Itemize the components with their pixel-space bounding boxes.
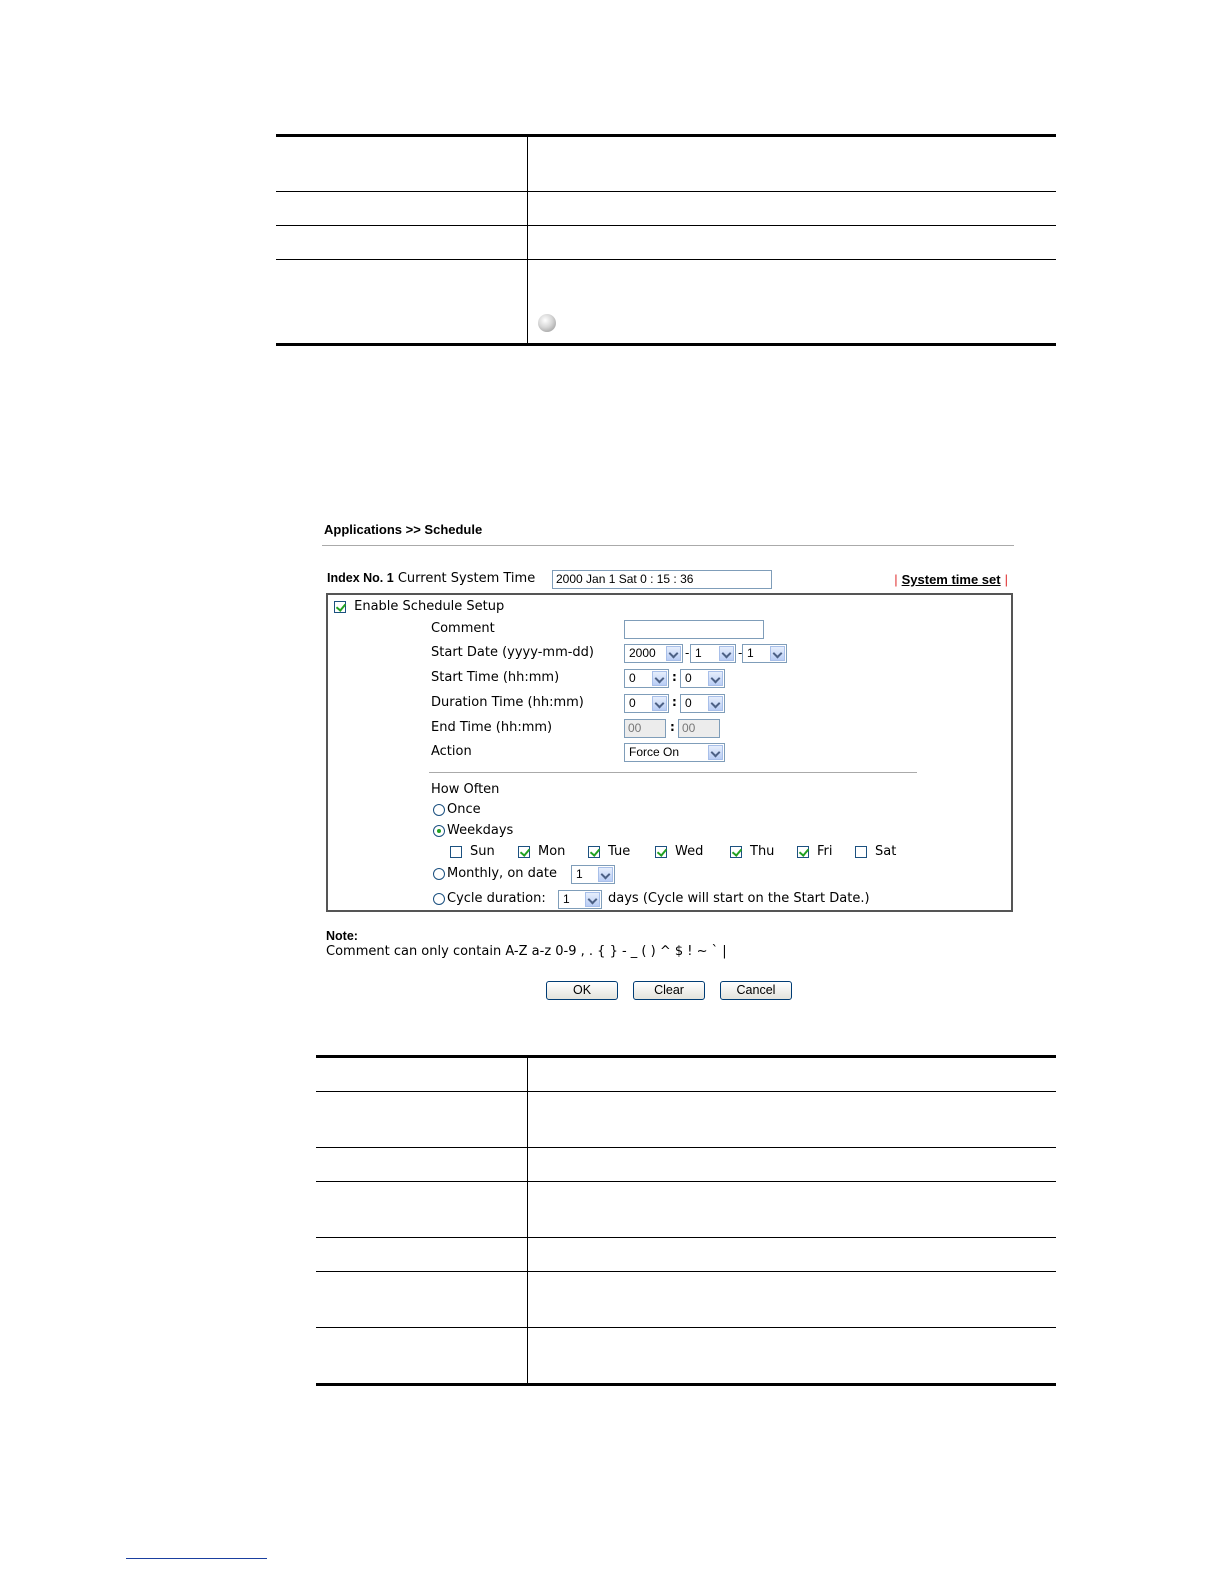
start-day-value: 1: [747, 646, 754, 660]
section-divider: [429, 772, 917, 773]
note-title: Note:: [326, 929, 358, 943]
monthly-date-value: 1: [576, 867, 583, 881]
monthly-date-select[interactable]: [571, 865, 615, 884]
table-bottom-border: [276, 343, 1056, 346]
day-label: Thu: [750, 844, 775, 859]
duration-hour-select[interactable]: [624, 694, 669, 713]
chevron-down-icon: [708, 745, 723, 760]
enable-schedule-checkbox[interactable]: [334, 601, 346, 613]
schedule-screenshot: [322, 518, 1016, 1008]
link-separator: |: [894, 572, 898, 587]
breadcrumb: Applications >> Schedule: [324, 522, 483, 537]
table-row-divider: [316, 1181, 1056, 1182]
bullet-icon: [538, 314, 556, 332]
footer-rule: [126, 1558, 267, 1559]
comment-input[interactable]: [624, 620, 764, 639]
cycle-label: Cycle duration:: [447, 891, 546, 906]
table-row-divider: [316, 1147, 1056, 1148]
cycle-duration-value: 1: [563, 892, 570, 906]
enable-schedule-label: Enable Schedule Setup: [354, 599, 505, 614]
monthly-option[interactable]: [433, 866, 557, 881]
ok-button[interactable]: OK: [546, 981, 618, 1000]
comment-label: Comment: [431, 621, 495, 636]
link-separator: |: [1004, 572, 1008, 587]
date-separator: -: [738, 646, 743, 660]
start-day-select[interactable]: [742, 644, 787, 663]
chevron-down-icon: [708, 671, 723, 686]
date-separator: -: [685, 646, 690, 660]
day-checkbox[interactable]: [797, 846, 809, 858]
day-label: Tue: [608, 844, 631, 859]
table-top-border: [316, 1055, 1056, 1058]
action-select[interactable]: [624, 743, 725, 762]
day-checkbox[interactable]: [518, 846, 530, 858]
end-time-label: End Time (hh:mm): [431, 720, 553, 735]
chevron-down-icon: [708, 696, 723, 711]
index-label: Index No. 1: [327, 571, 394, 585]
day-checkbox[interactable]: [655, 846, 667, 858]
day-tue[interactable]: [588, 844, 655, 859]
weekdays-radio[interactable]: [433, 825, 445, 837]
action-value: Force On: [629, 745, 680, 759]
how-often-label: How Often: [431, 782, 500, 797]
day-mon[interactable]: [518, 844, 588, 859]
system-time-set-link[interactable]: System time set: [901, 572, 1001, 587]
schedule-setup-box: [326, 593, 1013, 912]
day-checkbox[interactable]: [588, 846, 600, 858]
clear-button[interactable]: Clear: [633, 981, 705, 1000]
cycle-suffix: days (Cycle will start on the Start Date.): [608, 891, 870, 906]
table-row-divider: [316, 1327, 1056, 1328]
note-block: [326, 929, 727, 959]
table-row-divider: [276, 259, 1056, 260]
duration-hour-value: 0: [629, 696, 636, 710]
day-label: Mon: [538, 844, 566, 859]
end-hour-field: 00: [624, 719, 666, 738]
chevron-down-icon: [652, 671, 667, 686]
table-row-divider: [316, 1091, 1056, 1092]
weekdays-option[interactable]: [433, 823, 513, 838]
chevron-down-icon: [770, 646, 785, 661]
start-hour-value: 0: [629, 671, 636, 685]
chevron-down-icon: [652, 696, 667, 711]
day-label: Wed: [675, 844, 704, 859]
once-label: Once: [447, 802, 481, 817]
weekday-checkboxes: [450, 844, 915, 859]
system-time-link-wrap: [890, 572, 1012, 587]
breadcrumb-divider: [322, 545, 1014, 546]
time-separator: :: [672, 670, 677, 684]
monthly-radio[interactable]: [433, 868, 445, 880]
enable-row: [334, 599, 504, 614]
start-year-select[interactable]: [624, 644, 683, 663]
index-row: [327, 571, 535, 586]
duration-minute-value: 0: [685, 696, 692, 710]
current-time-label: Current System Time: [397, 571, 536, 586]
cancel-button[interactable]: Cancel: [720, 981, 792, 1000]
start-time-label: Start Time (hh:mm): [431, 670, 560, 685]
chevron-down-icon: [719, 646, 734, 661]
day-fri[interactable]: [797, 844, 855, 859]
table-column-divider: [527, 1055, 528, 1386]
day-checkbox[interactable]: [855, 846, 867, 858]
cycle-option[interactable]: [433, 891, 546, 906]
day-label: Sat: [875, 844, 897, 859]
cycle-radio[interactable]: [433, 893, 445, 905]
day-checkbox[interactable]: [730, 846, 742, 858]
weekdays-label: Weekdays: [447, 823, 514, 838]
day-wed[interactable]: [655, 844, 730, 859]
day-thu[interactable]: [730, 844, 797, 859]
table-row-divider: [316, 1237, 1056, 1238]
start-month-select[interactable]: [690, 644, 736, 663]
current-time-field[interactable]: 2000 Jan 1 Sat 0 : 15 : 36: [552, 570, 772, 589]
action-label: Action: [431, 744, 472, 759]
table-row-divider: [276, 191, 1056, 192]
day-checkbox[interactable]: [450, 846, 462, 858]
once-radio[interactable]: [433, 804, 445, 816]
start-minute-select[interactable]: [680, 669, 725, 688]
day-sun[interactable]: [450, 844, 518, 859]
start-hour-select[interactable]: [624, 669, 669, 688]
duration-time-label: Duration Time (hh:mm): [431, 695, 584, 710]
start-minute-value: 0: [685, 671, 692, 685]
duration-minute-select[interactable]: [680, 694, 725, 713]
chevron-down-icon: [585, 892, 600, 907]
start-month-value: 1: [695, 646, 702, 660]
bottom-table: [316, 1055, 1056, 1386]
chevron-down-icon: [666, 646, 681, 661]
start-year-value: 2000: [629, 646, 656, 660]
chevron-down-icon: [598, 867, 613, 882]
note-text: Comment can only contain A-Z a-z 0-9 , . { } - _ ( ) ^ $ ! ~ ` |: [326, 944, 727, 959]
table-row-divider: [316, 1271, 1056, 1272]
table-column-divider: [527, 134, 528, 346]
day-label: Fri: [817, 844, 833, 859]
cycle-duration-select[interactable]: [558, 890, 602, 909]
table-top-border: [276, 134, 1056, 137]
start-date-label: Start Date (yyyy-mm-dd): [431, 645, 594, 660]
day-label: Sun: [470, 844, 495, 859]
table-row-divider: [276, 225, 1056, 226]
end-minute-field: 00: [678, 719, 720, 738]
time-separator: :: [672, 695, 677, 709]
time-separator: :: [670, 720, 675, 734]
once-option[interactable]: [433, 802, 481, 817]
table-bottom-border: [316, 1383, 1056, 1386]
day-sat[interactable]: [855, 844, 915, 859]
monthly-label: Monthly, on date: [447, 866, 557, 881]
top-table: [276, 134, 1056, 346]
